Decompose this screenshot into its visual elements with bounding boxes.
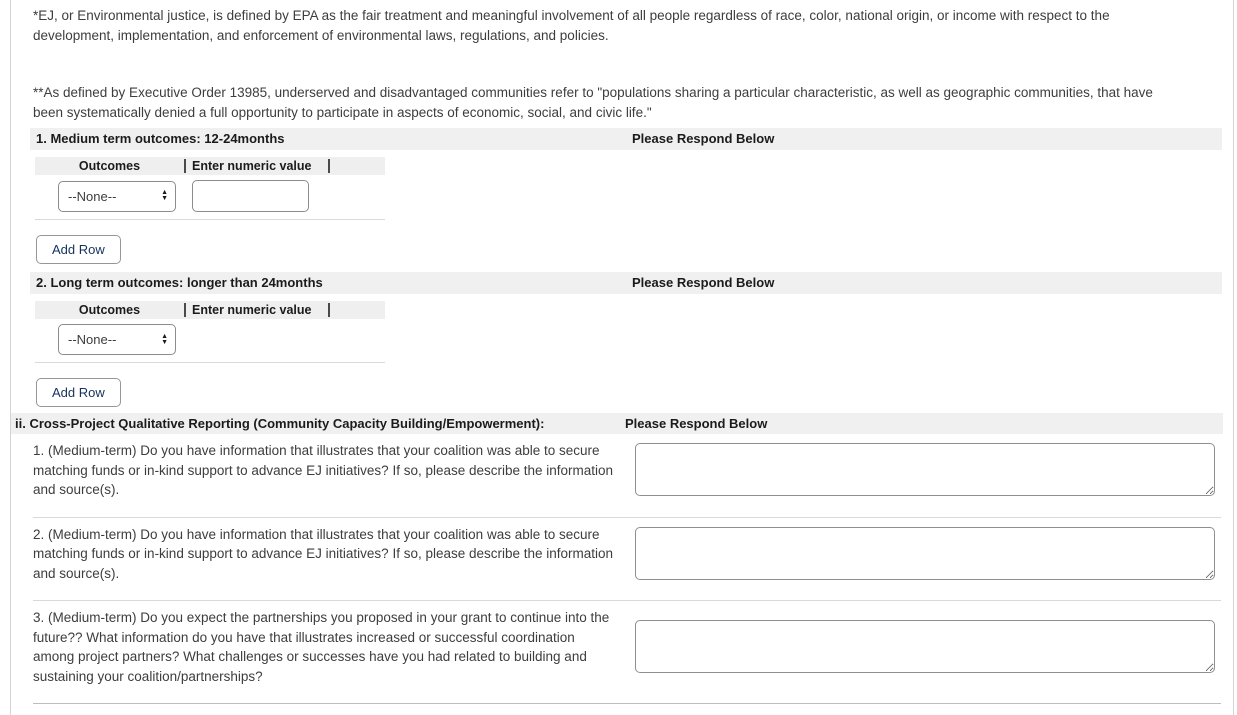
chevron-up-icon: ▲: [161, 189, 168, 196]
add-row-button[interactable]: Add Row: [36, 235, 121, 264]
select-value: --None--: [68, 188, 117, 204]
qualitative-questions: [11, 434, 1233, 704]
intro-paragraph-eo13985: **As defined by Executive Order 13985, underserved and disadvantaged communities refer to "populations sharing a particular characteristic, as well as geographic communities, that have been systematically denied a full opportunity to participate in aspects of economic, social, and civic life.": [33, 85, 1153, 120]
intro-paragraph-ej-definition: *EJ, or Environmental justice, is defined by EPA as the fair treatment and meaningful involvement of all people regardless of race, color, national origin, or income with respect to the development, implementation, and enforcement of environmental laws, regulations, and policies.: [33, 8, 1110, 43]
table-row: [35, 175, 385, 220]
question-text-1: 1. (Medium-term) Do you have information that illustrates that your coalition was able to secure matching funds or in-kind support to advance EJ initiatives? If so, please describe the information and source(s).: [33, 443, 614, 497]
section-header-qualitative-reporting: [11, 413, 1223, 434]
question-text-3: 3. (Medium-term) Do you expect the partnerships you proposed in your grant to continue into the future?? What information do you have that illustrates increased or successful coordination among project partners? What challenges or successes have you had related to building and sustaining your coalition/partnerships?: [33, 610, 610, 684]
question-text-2: 2. (Medium-term) Do you have information that illustrates that your coalition was able to secure matching funds or in-kind support to advance EJ initiatives? If so, please describe the information and source(s).: [33, 526, 614, 581]
table-row: [35, 319, 385, 363]
outcomes-table-medium-term: [35, 157, 385, 220]
outcomes-select[interactable]: [58, 324, 176, 355]
section-title: ii. Cross-Project Qualitative Reporting (Community Capacity Building/Empowerment):: [15, 416, 545, 431]
respond-label: Please Respond Below: [625, 416, 768, 431]
outcomes-select[interactable]: [58, 181, 176, 212]
respond-label: Please Respond Below: [632, 131, 775, 146]
outcomes-table-header: [35, 157, 385, 175]
column-header-numeric-value: Enter numeric value: [192, 303, 312, 317]
select-value: --None--: [68, 332, 117, 347]
column-header-outcomes: Outcomes: [78, 159, 141, 173]
response-textarea-3[interactable]: [635, 620, 1215, 673]
add-row-button[interactable]: Add Row: [36, 378, 121, 407]
column-header-outcomes: Outcomes: [78, 303, 141, 317]
respond-label: Please Respond Below: [632, 275, 775, 290]
column-header-numeric-value: Enter numeric value: [192, 159, 312, 173]
column-separator: [328, 159, 330, 173]
question-row: [33, 601, 1221, 704]
form-container: [10, 0, 1234, 715]
section-header-long-term: [30, 272, 1222, 294]
chevron-up-icon: ▲: [161, 332, 168, 340]
section-title: 2. Long term outcomes: longer than 24months: [36, 275, 323, 290]
stepper-icons: [161, 334, 168, 346]
response-textarea-1[interactable]: [635, 443, 1215, 496]
outcomes-table-header: [35, 301, 385, 319]
outcomes-table-long-term: [35, 301, 385, 363]
section-header-medium-term: [30, 128, 1222, 150]
chevron-down-icon: ▼: [161, 195, 168, 202]
response-textarea-2[interactable]: [635, 527, 1215, 580]
chevron-down-icon: ▼: [161, 338, 168, 346]
numeric-value-input[interactable]: [192, 180, 309, 212]
question-row: [33, 518, 1221, 602]
section-title: 1. Medium term outcomes: 12-24months: [36, 131, 285, 146]
stepper-icons: [161, 190, 168, 202]
question-row: [33, 434, 1221, 518]
column-separator: [328, 303, 330, 317]
